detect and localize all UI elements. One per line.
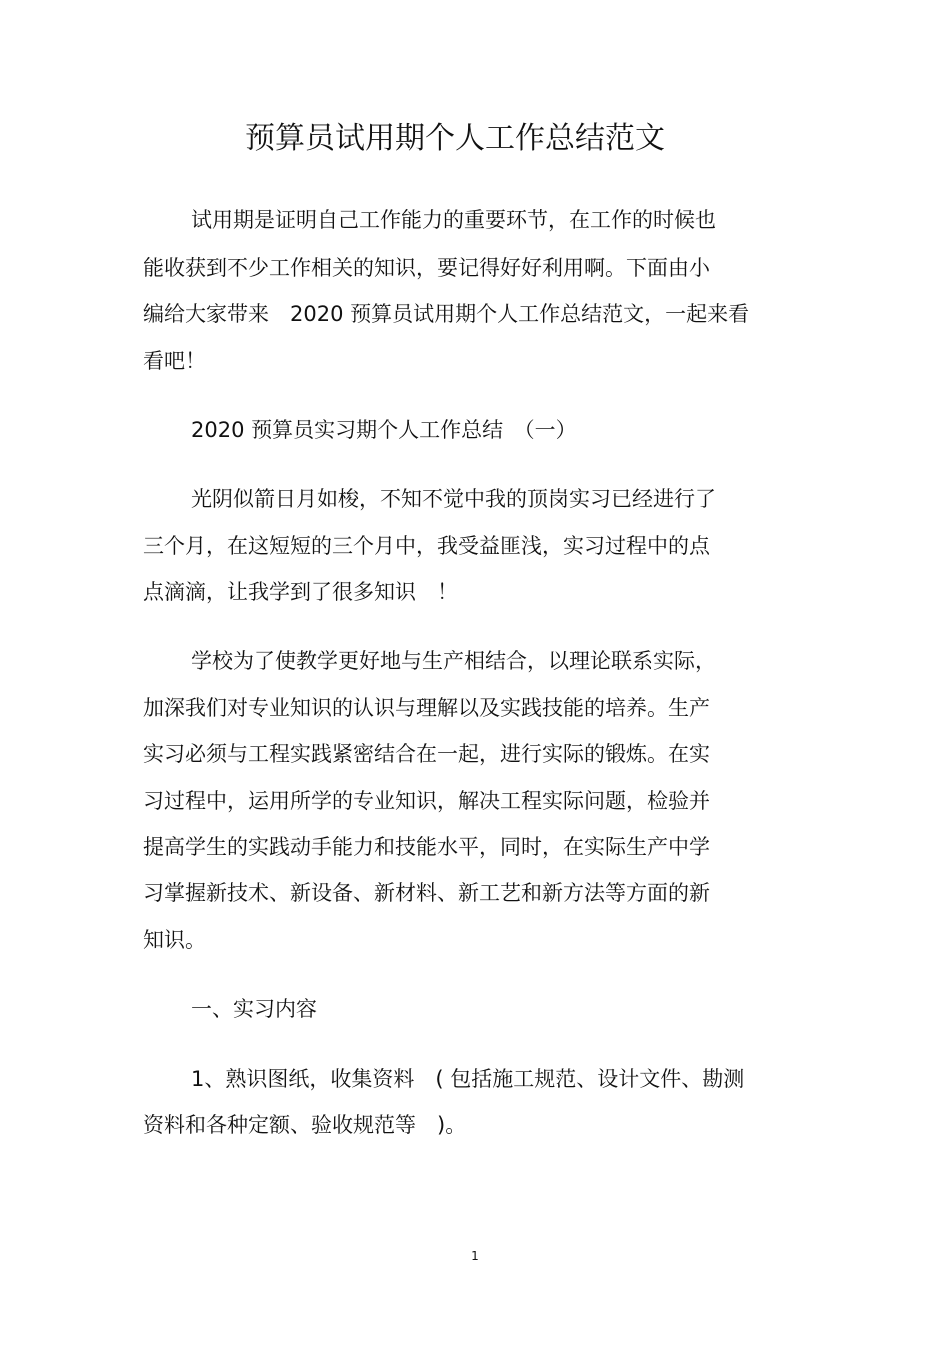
paragraph-3-line-4: 习过程中，运用所学的专业知识，解决工程实际问题，检验并 [143, 789, 710, 813]
paragraph-2-line-1: 光阴似箭日月如梭，不知不觉中我的顶岗实习已经进行了 [191, 487, 716, 511]
paragraph-4-line-1: 1、熟识图纸，收集资料 ( 包括施工规范、设计文件、勘测 [191, 1067, 745, 1091]
paragraph-2-line-3: 点滴滴，让我学到了很多知识 ！ [143, 580, 458, 604]
paragraph-3-line-3: 实习必须与工程实践紧密结合在一起，进行实际的锻炼。在实 [143, 742, 710, 766]
paragraph-4-line-2: 资料和各种定额、验收规范等 )。 [143, 1113, 467, 1137]
paragraph-2-line-2: 三个月，在这短短的三个月中，我受益匪浅，实习过程中的点 [143, 534, 710, 558]
paragraph-1-line-4: 看吧！ [143, 349, 206, 373]
paragraph-3-line-2: 加深我们对专业知识的认识与理解以及实践技能的培养。生产 [143, 696, 710, 720]
paragraph-3-line-7: 知识。 [143, 928, 206, 952]
paragraph-1-line-2: 能收获到不少工作相关的知识，要记得好好利用啊。下面由小 [143, 256, 710, 280]
section-heading-1: 2020 预算员实习期个人工作总结 （一） [191, 418, 577, 442]
paragraph-1-line-3: 编给大家带来 2020 预算员试用期个人工作总结范文，一起来看 [143, 302, 750, 326]
page-number: 1 [471, 1249, 479, 1263]
paragraph-3-line-5: 提高学生的实践动手能力和技能水平，同时，在实际生产中学 [143, 835, 710, 859]
section-heading-2: 一、实习内容 [191, 997, 317, 1021]
paragraph-3-line-6: 习掌握新技术、新设备、新材料、新工艺和新方法等方面的新 [143, 881, 710, 905]
paragraph-3-line-1: 学校为了使教学更好地与生产相结合，以理论联系实际， [191, 649, 716, 673]
paragraph-1-line-1: 试用期是证明自己工作能力的重要环节，在工作的时候也 [191, 208, 716, 232]
document-title: 预算员试用期个人工作总结范文 [245, 121, 665, 156]
